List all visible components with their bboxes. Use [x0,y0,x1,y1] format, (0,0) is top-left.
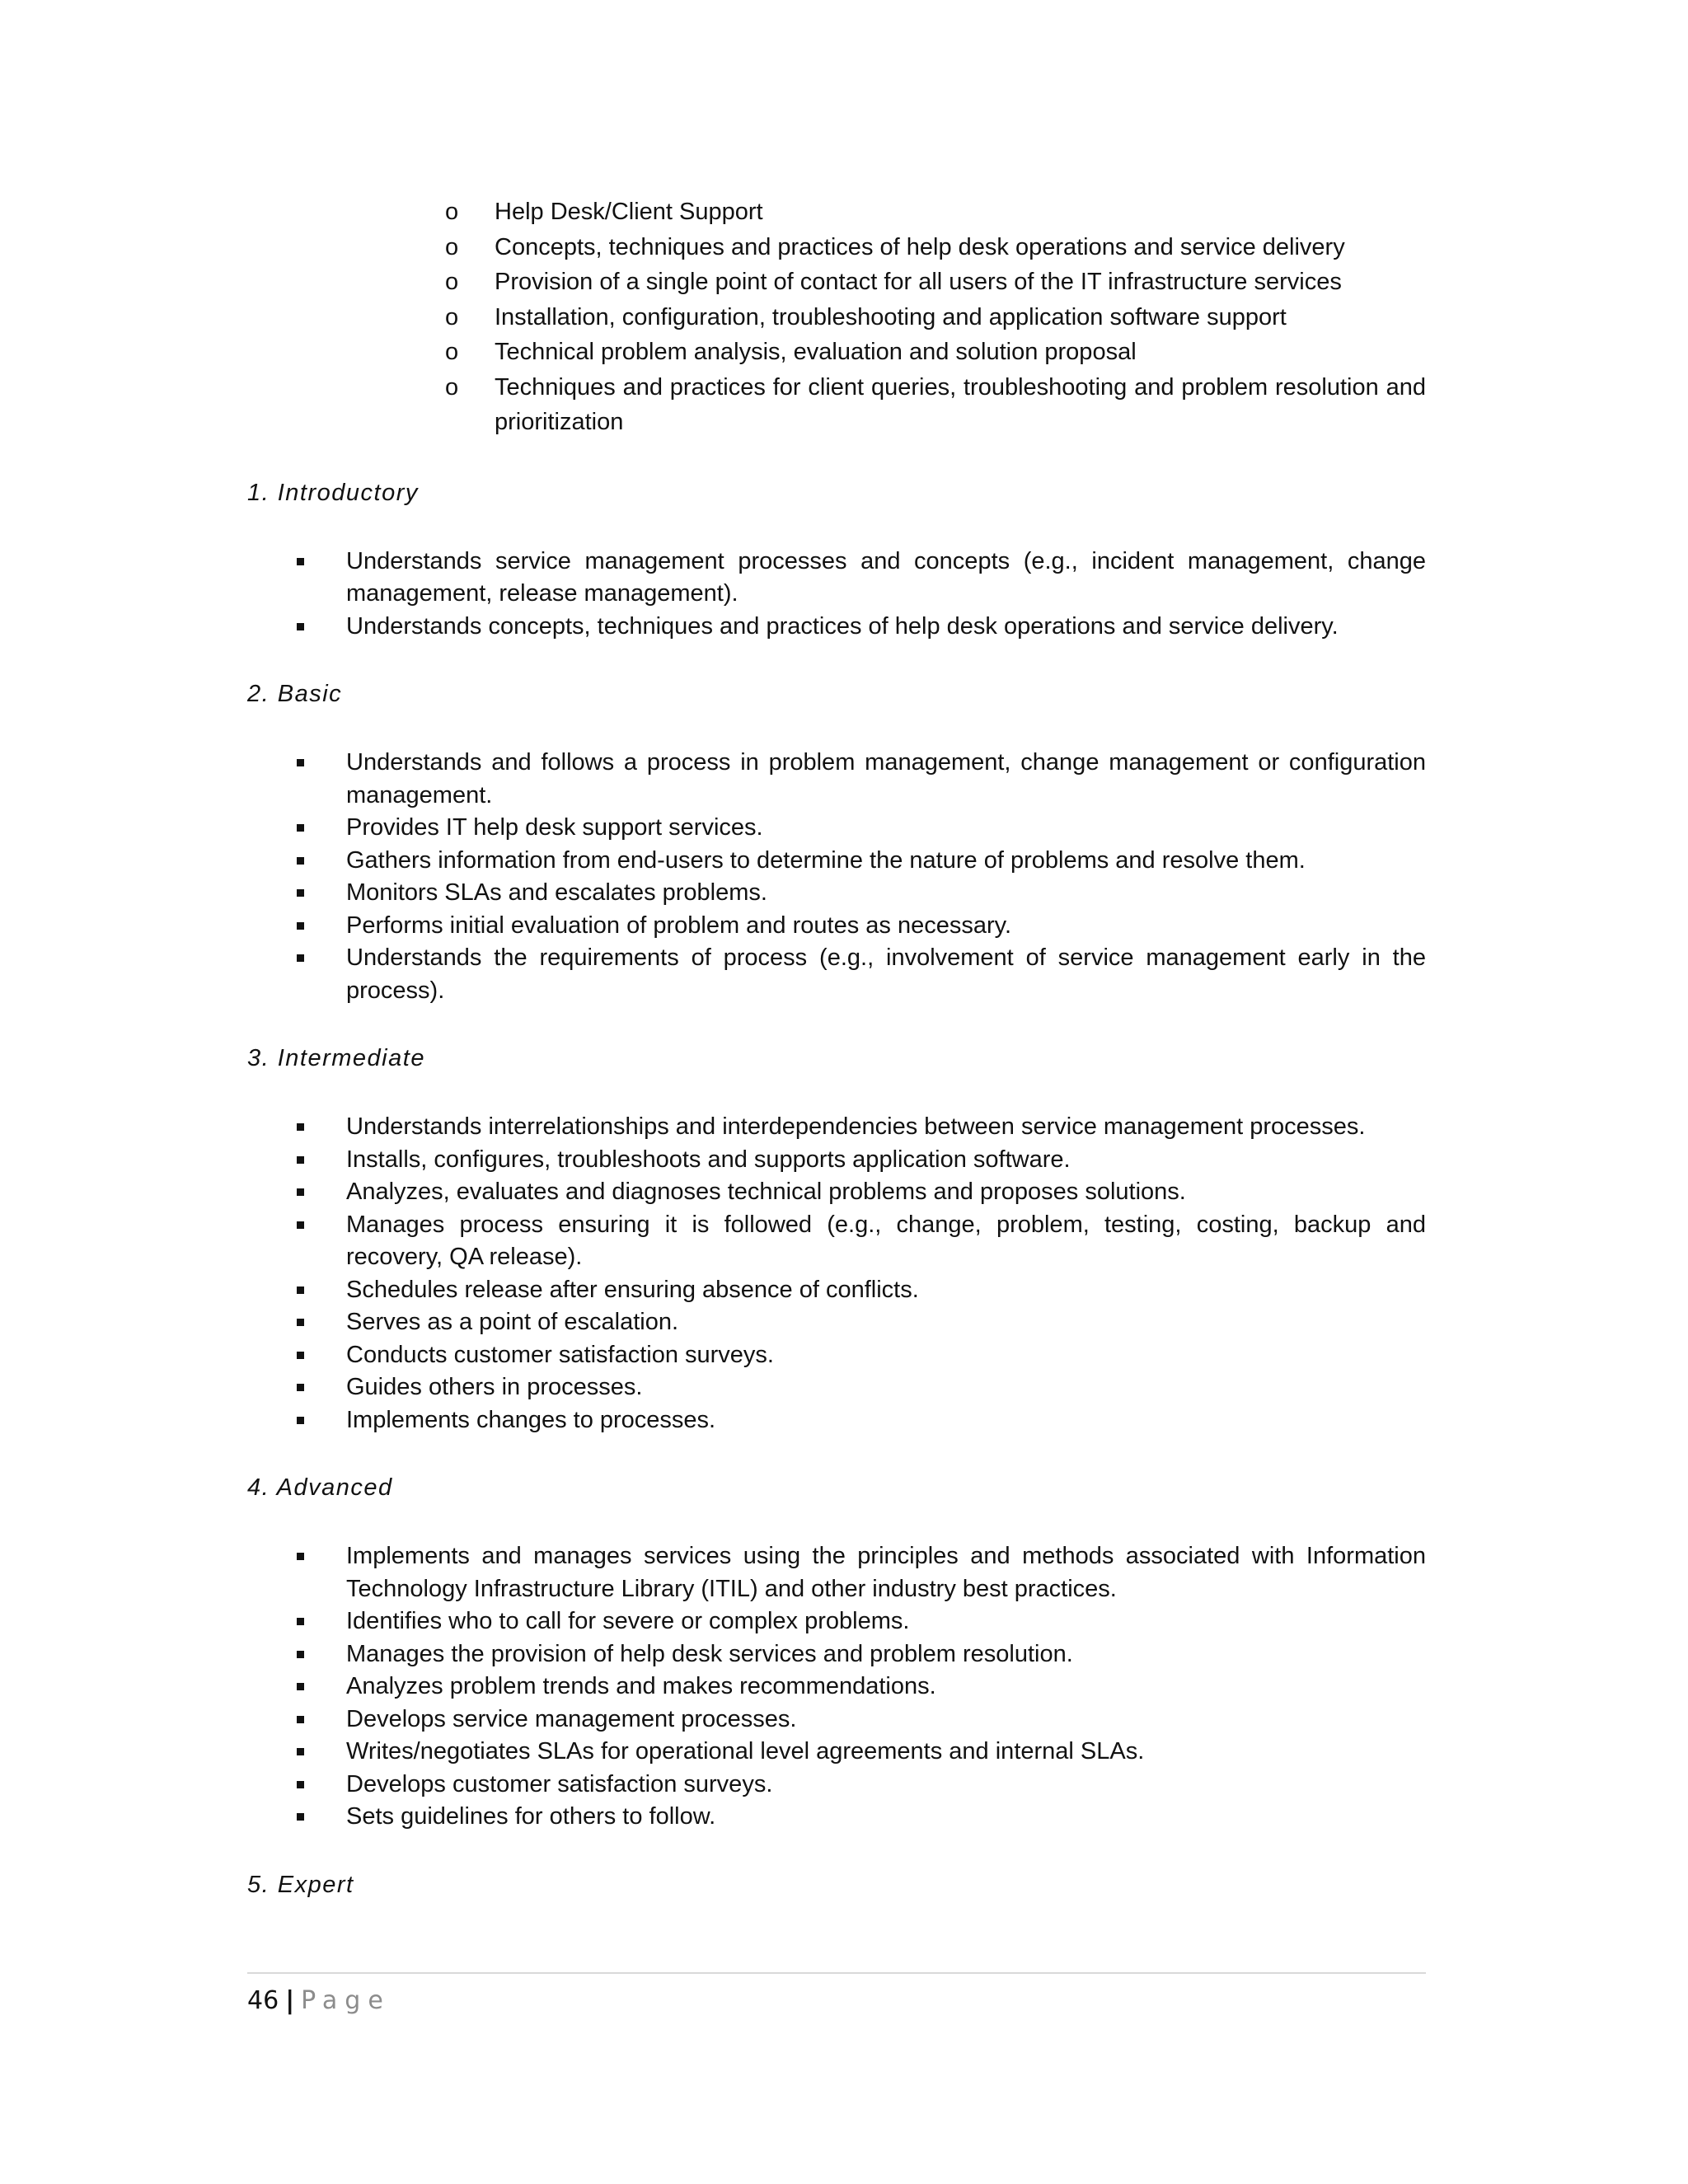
list-item [297,1371,1426,1404]
list-item [297,812,1426,845]
list-item-text: Concepts, techniques and practices of help desk operations and service delivery [495,233,1345,260]
list-item [297,1209,1426,1274]
circle-bullet-icon: o [445,233,459,260]
list-item [297,1736,1426,1769]
list-item-text: Installation, configuration, troubleshooting and application software support [495,303,1287,330]
square-bullet-icon [297,1319,304,1326]
section-heading: 1. Introductory [247,479,419,506]
list-item-text: Understands interrelationships and interdependencies between service management processes. [346,1113,1366,1140]
square-bullet-icon [297,1553,304,1560]
list-item [297,1339,1426,1372]
list-item [445,265,1426,300]
square-bullet-icon [297,1716,304,1723]
list-item [297,1769,1426,1802]
list-item [445,230,1426,265]
section-heading: 5. Expert [247,1871,354,1898]
list-item-text: Implements changes to processes. [346,1406,716,1433]
square-bullet-icon [297,1651,304,1658]
list-item [297,1404,1426,1437]
section-bullet-list [247,546,1426,644]
list-item [297,747,1426,812]
section-heading: 3. Intermediate [247,1045,425,1071]
list-item-text: Understands and follows a process in problem management, change management or configuration management. [346,749,1426,808]
list-item-text: Installs, configures, troubleshoots and supports application software. [346,1146,1071,1173]
list-item [297,910,1426,943]
square-bullet-icon [297,954,304,962]
square-bullet-icon [297,1683,304,1690]
list-item [445,335,1426,370]
circle-bullet-icon: o [445,339,459,365]
list-item [297,1306,1426,1339]
square-bullet-icon [297,1352,304,1359]
list-item [297,546,1426,611]
section-bullet-list [247,1540,1426,1834]
list-item-text: Writes/negotiates SLAs for operational level agreements and internal SLAs. [346,1738,1145,1765]
circle-bullet-icon: o [445,303,459,330]
footer-separator: | [285,1986,295,2015]
list-item-text: Performs initial evaluation of problem and routes as necessary. [346,912,1012,939]
list-item [297,611,1426,644]
page-label: Page [301,1986,391,2015]
list-item-text: Implements and manages services using the principles and methods associated with Information Technology Infrastructure Library (ITIL) and other industry best practices. [346,1543,1426,1602]
list-item-text: Manages process ensuring it is followed (e.g., change, problem, testing, costing, backup and recovery, QA release). [346,1211,1426,1270]
list-item [445,194,1426,230]
page-number: 46 [247,1986,279,2015]
section-bullet-list [247,747,1426,1007]
square-bullet-icon [297,1156,304,1164]
list-item [297,1638,1426,1671]
list-item-text: Guides others in processes. [346,1374,643,1400]
list-item-text: Gathers information from end-users to determine the nature of problems and resolve them. [346,846,1306,874]
list-item [297,1176,1426,1209]
square-bullet-icon [297,1748,304,1755]
list-item-text: Manages the provision of help desk services and problem resolution. [346,1640,1073,1667]
list-item [297,1671,1426,1704]
list-item-text: Sets guidelines for others to follow. [346,1803,716,1830]
list-item-text: Schedules release after ensuring absence of conflicts. [346,1276,919,1303]
list-item-text: Develops service management processes. [346,1705,797,1732]
list-item-text: Analyzes problem trends and makes recommendations. [346,1673,936,1699]
list-item [297,1540,1426,1605]
list-item-text: Identifies who to call for severe or complex problems. [346,1608,910,1634]
page-footer [247,1985,391,2018]
square-bullet-icon [297,1417,304,1424]
proficiency-sections [247,476,1426,1901]
footer-divider [247,1972,1426,1974]
square-bullet-icon [297,1286,304,1294]
list-item-text: Serves as a point of escalation. [346,1309,679,1335]
square-bullet-icon [297,1384,304,1391]
square-bullet-icon [297,1813,304,1821]
list-item-text: Understands concepts, techniques and practices of help desk operations and service delivery. [346,612,1339,640]
circle-bullet-icon: o [445,373,459,401]
square-bullet-icon [297,1188,304,1196]
square-bullet-icon [297,759,304,766]
page-content [247,194,1426,1938]
square-bullet-icon [297,623,304,630]
list-item-text: Provision of a single point of contact for all users of the IT infrastructure services [495,269,1342,295]
square-bullet-icon [297,824,304,832]
list-item [445,300,1426,335]
list-item [297,1605,1426,1638]
list-item-text: Help Desk/Client Support [495,199,763,225]
list-item-text: Understands the requirements of process (e.g., involvement of service management early in the process). [346,944,1426,1004]
square-bullet-icon [297,889,304,897]
circle-bullet-icon: o [445,199,459,225]
square-bullet-icon [297,558,304,565]
list-item-text: Monitors SLAs and escalates problems. [346,879,767,906]
list-item [297,845,1426,878]
square-bullet-icon [297,857,304,865]
section-heading: 4. Advanced [247,1474,393,1501]
square-bullet-icon [297,922,304,930]
list-item-text: Analyzes, evaluates and diagnoses technical problems and proposes solutions. [346,1179,1186,1205]
list-item [297,1704,1426,1736]
square-bullet-icon [297,1618,304,1625]
list-item [297,877,1426,910]
top-bullet-list [247,194,1426,440]
square-bullet-icon [297,1123,304,1131]
list-item [297,942,1426,1007]
list-item-text: Develops customer satisfaction surveys. [346,1770,773,1797]
circle-bullet-icon: o [445,269,459,295]
section-bullet-list [247,1111,1426,1436]
list-item-text: Techniques and practices for client queries, troubleshooting and problem resolution and prioritization [495,373,1426,435]
list-item [297,1144,1426,1177]
square-bullet-icon [297,1781,304,1788]
list-item-text: Technical problem analysis, evaluation and solution proposal [495,339,1137,365]
list-item [445,370,1426,440]
list-item [297,1111,1426,1144]
list-item-text: Conducts customer satisfaction surveys. [346,1341,774,1368]
square-bullet-icon [297,1221,304,1229]
section-heading: 2. Basic [247,681,343,707]
list-item [297,1274,1426,1307]
list-item [297,1801,1426,1834]
list-item-text: Provides IT help desk support services. [346,814,763,841]
list-item-text: Understands service management processes and concepts (e.g., incident management, change management, release management). [346,547,1426,607]
